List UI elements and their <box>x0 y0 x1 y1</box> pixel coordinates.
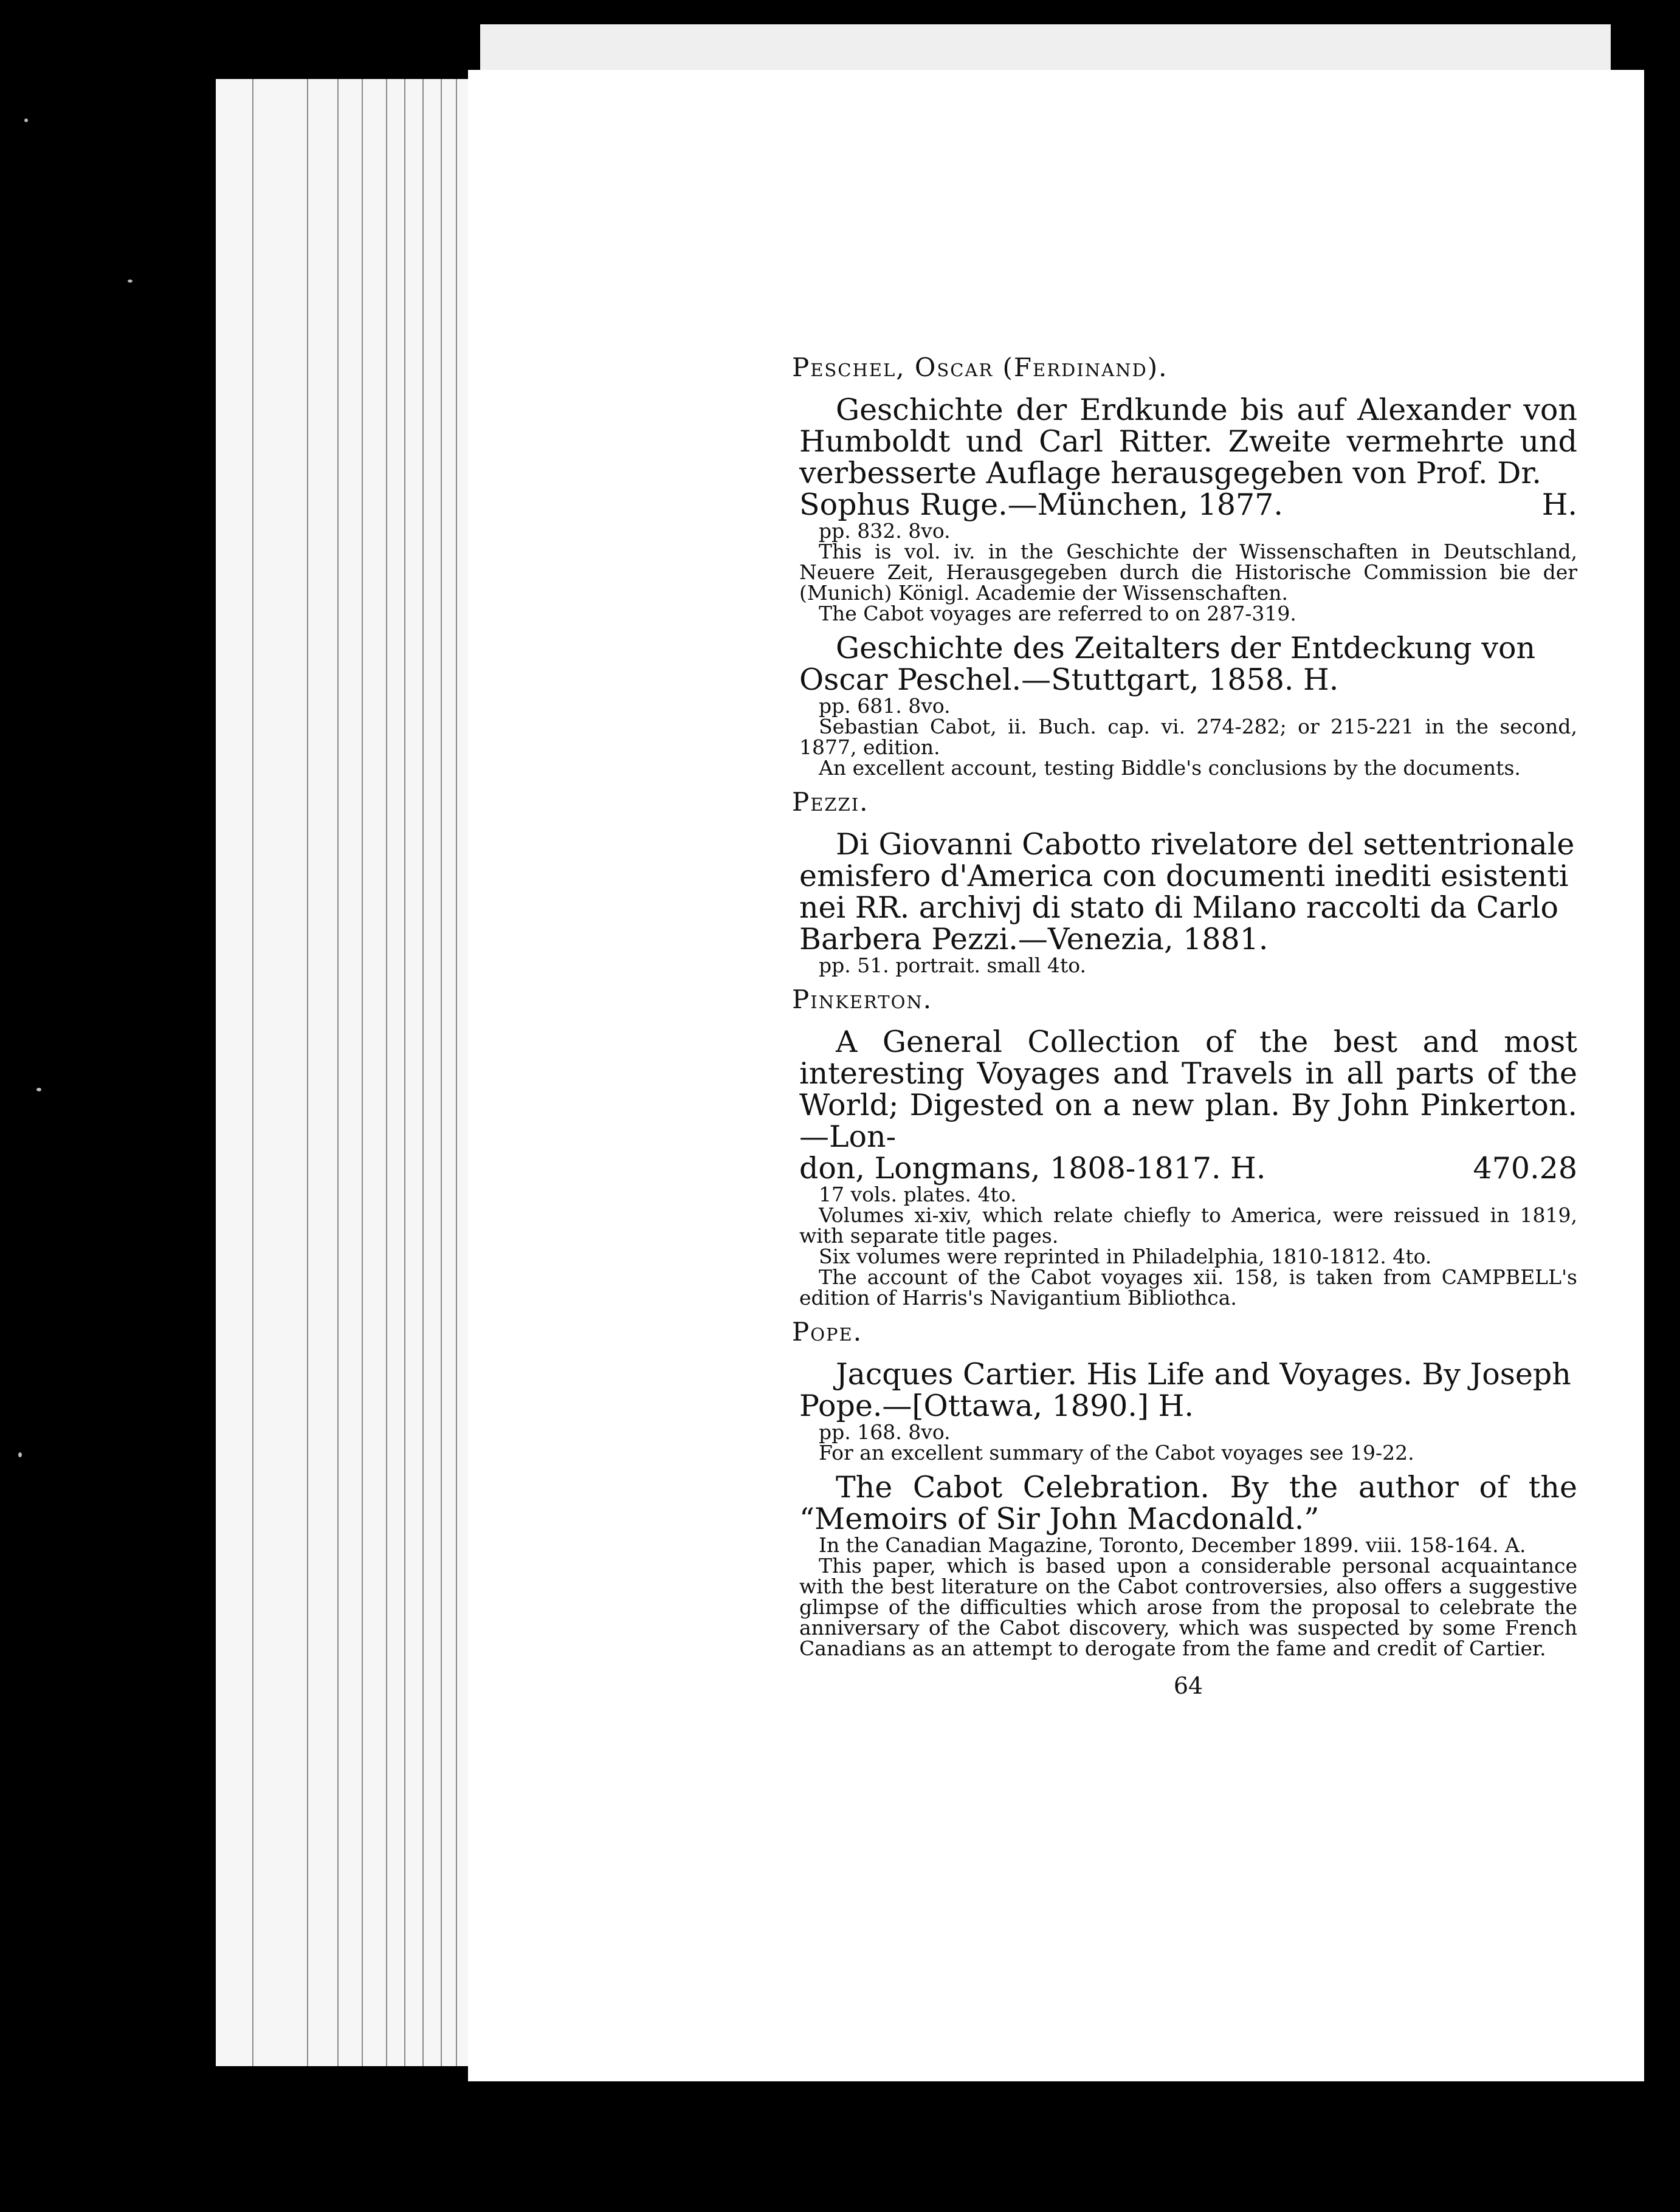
bibliography-entry <box>799 1359 1577 1463</box>
library-location: 470.28 <box>1473 1151 1577 1186</box>
author-heading: Pezzi. <box>792 787 869 817</box>
book-page-edges <box>216 79 471 2066</box>
bibliography-entry <box>799 1472 1577 1659</box>
bibliography-entry <box>799 394 1577 624</box>
author-heading: Pinkerton. <box>792 984 933 1014</box>
entry-title: Geschichte des Zeitalters der Entdeckung von Oscar Peschel.—Stuttgart, 1858. H. <box>799 631 1536 697</box>
library-location: H. <box>1541 487 1577 522</box>
entry-title: A General Collection of the best and most interesting Voyages and Travels in all parts of the World; Digested on a new plan. By John Pinkerton.—Lon- <box>799 1025 1577 1154</box>
author-heading: Pope. <box>792 1317 863 1347</box>
entry-note: An excellent account, testing Biddle's conclusions by the documents. <box>819 756 1521 780</box>
scan-speck <box>18 1452 22 1457</box>
entry-title-end: don, Longmans, 1808-1817. H. <box>799 1151 1266 1186</box>
entry-title-end: Sophus Ruge.—München, 1877. <box>799 487 1283 522</box>
entry-title: Geschichte der Erdkunde bis auf Alexander von Humboldt und Carl Ritter. Zweite vermehrte und verbesserte Auflage herausgegeben von Prof. Dr. <box>799 393 1577 490</box>
entry-note: Six volumes were reprinted in Philadelphia, 1810-1812. 4to. <box>819 1245 1432 1268</box>
entry-note: The Cabot voyages are referred to on 287-319. <box>819 602 1296 625</box>
scan-speck <box>128 280 133 283</box>
entry-note: pp. 168. 8vo. <box>819 1420 951 1444</box>
entry-note: pp. 51. portrait. small 4to. <box>819 953 1087 977</box>
entry-note: 17 vols. plates. 4to. <box>819 1183 1017 1206</box>
entry-title: Jacques Cartier. His Life and Voyages. By Joseph Pope.—[Ottawa, 1890.] H. <box>799 1357 1571 1423</box>
entry-note: Sebastian Cabot, ii. Buch. cap. vi. 274-282; or 215-221 in the second, 1877, edition. <box>799 715 1577 759</box>
bibliography-entry <box>799 829 1577 976</box>
entry-title-last-line <box>799 489 1577 521</box>
entry-title: Di Giovanni Cabotto rivelatore del settentrionale emisfero d'America con documenti inediti esistenti nei RR. archivj di stato di Milano raccolti da Carlo Barbera Pezzi.—Venezia, 1881. <box>799 827 1575 957</box>
bibliography-entry <box>799 633 1577 778</box>
entry-note: For an excellent summary of the Cabot voyages see 19-22. <box>819 1441 1414 1465</box>
scan-speck <box>24 118 28 122</box>
entry-note: This is vol. iv. in the Geschichte der Wissenschaften in Deutschland, Neuere Zeit, Herausgegeben durch die Historische Commission bie der (Munich) Königl. Academie der Wissenschaften. <box>799 540 1577 605</box>
entry-note: In the Canadian Magazine, Toronto, December 1899. viii. 158-164. A. <box>819 1533 1526 1557</box>
entry-note: pp. 832. 8vo. <box>819 519 951 543</box>
bibliography-content <box>792 352 1577 1699</box>
entry-note: The account of the Cabot voyages xii. 158, is taken from CAMPBELL's edition of Harris's Navigantium Bibliothca. <box>799 1265 1577 1310</box>
author-heading: Peschel, Oscar (Ferdinand). <box>792 352 1168 382</box>
entry-note: Volumes xi-xiv, which relate chiefly to America, were reissued in 1819, with separate title pages. <box>799 1203 1577 1248</box>
scan-speck <box>36 1088 41 1091</box>
bibliography-entry <box>799 1026 1577 1308</box>
page-number: 64 <box>1173 1672 1203 1699</box>
entry-note: This paper, which is based upon a considerable personal acquaintance with the best literature on the Cabot controversies, also offers a suggestive glimpse of the difficulties which arose from the proposal to celebrate the anniversary of the Cabot discovery, which was suspected by some French Canadians as an attempt to derogate from the fame and credit of Cartier. <box>799 1554 1577 1660</box>
entry-title-last-line <box>799 1153 1577 1184</box>
entry-note: pp. 681. 8vo. <box>819 694 951 718</box>
entry-title: The Cabot Celebration. By the author of the “Memoirs of Sir John Macdonald.” <box>799 1470 1577 1536</box>
